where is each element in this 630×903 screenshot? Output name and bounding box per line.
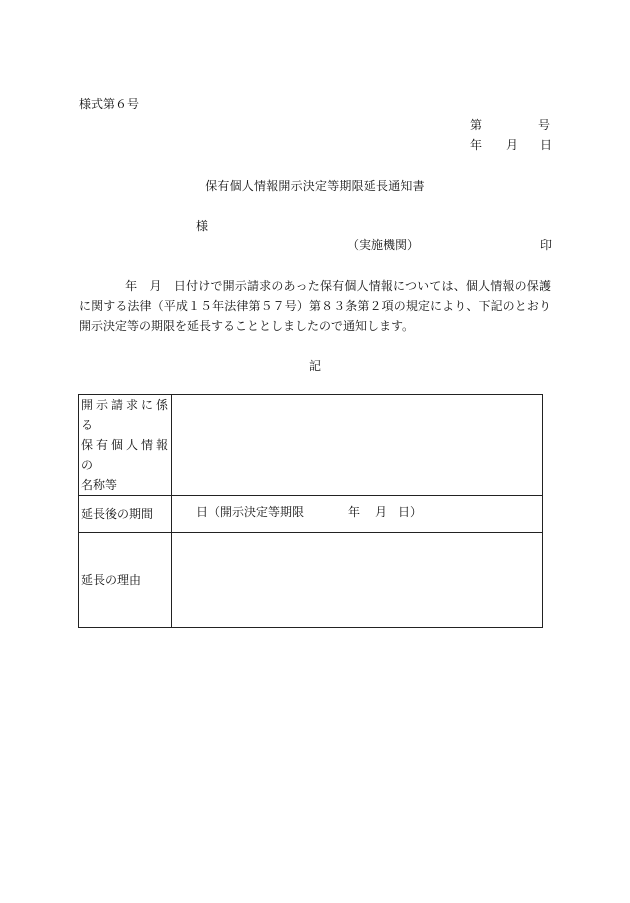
table-row-requested-info [79, 395, 543, 496]
requested-info-label-line: 開示請求に係る [81, 398, 172, 432]
requested-info-value [172, 395, 543, 496]
period-day-end-label: 日） [398, 505, 423, 519]
period-month-label: 月 [375, 505, 388, 519]
implementing-agency-label: （実施機関） [347, 238, 420, 252]
requested-info-label-line: 保有個人情報の [81, 438, 172, 472]
seal-mark: 印 [540, 238, 553, 252]
notice-body-text [79, 276, 551, 336]
extension-info-table [78, 394, 543, 628]
table-row-extension-reason [79, 533, 543, 628]
date-day-label: 日 [540, 138, 553, 152]
period-year-label: 年 [348, 505, 361, 519]
document-number-suffix: 号 [538, 118, 551, 132]
period-day-label: 日 [196, 505, 209, 519]
record-heading: 記 [308, 359, 321, 373]
addressee-suffix: 様 [196, 219, 209, 233]
requested-info-label-line: 名称等 [81, 478, 118, 492]
extension-reason-label: 延長の理由 [79, 533, 172, 628]
table-row-extended-period [79, 496, 543, 533]
extension-reason-value [172, 533, 543, 628]
date-year-label: 年 [470, 138, 483, 152]
document-number-prefix: 第 [470, 118, 483, 132]
extended-period-value [172, 496, 543, 533]
date-month-label: 月 [506, 138, 519, 152]
extended-period-label: 延長後の期間 [79, 496, 172, 533]
form-number: 様式第６号 [79, 97, 140, 111]
requested-info-label [79, 395, 172, 496]
document-title: 保有個人情報開示決定等期限延長通知書 [205, 179, 425, 193]
period-deadline-label: （開示決定等期限 [208, 505, 305, 519]
notice-body-content: 年 月 日付けで開示請求のあった保有個人情報については、個人情報の保護に関する法律（平成１５年法律第５７号）第８３条第２項の規定により、下記のとおり開示決定等の期限を延長することとしましたので通知します。 [79, 279, 551, 333]
